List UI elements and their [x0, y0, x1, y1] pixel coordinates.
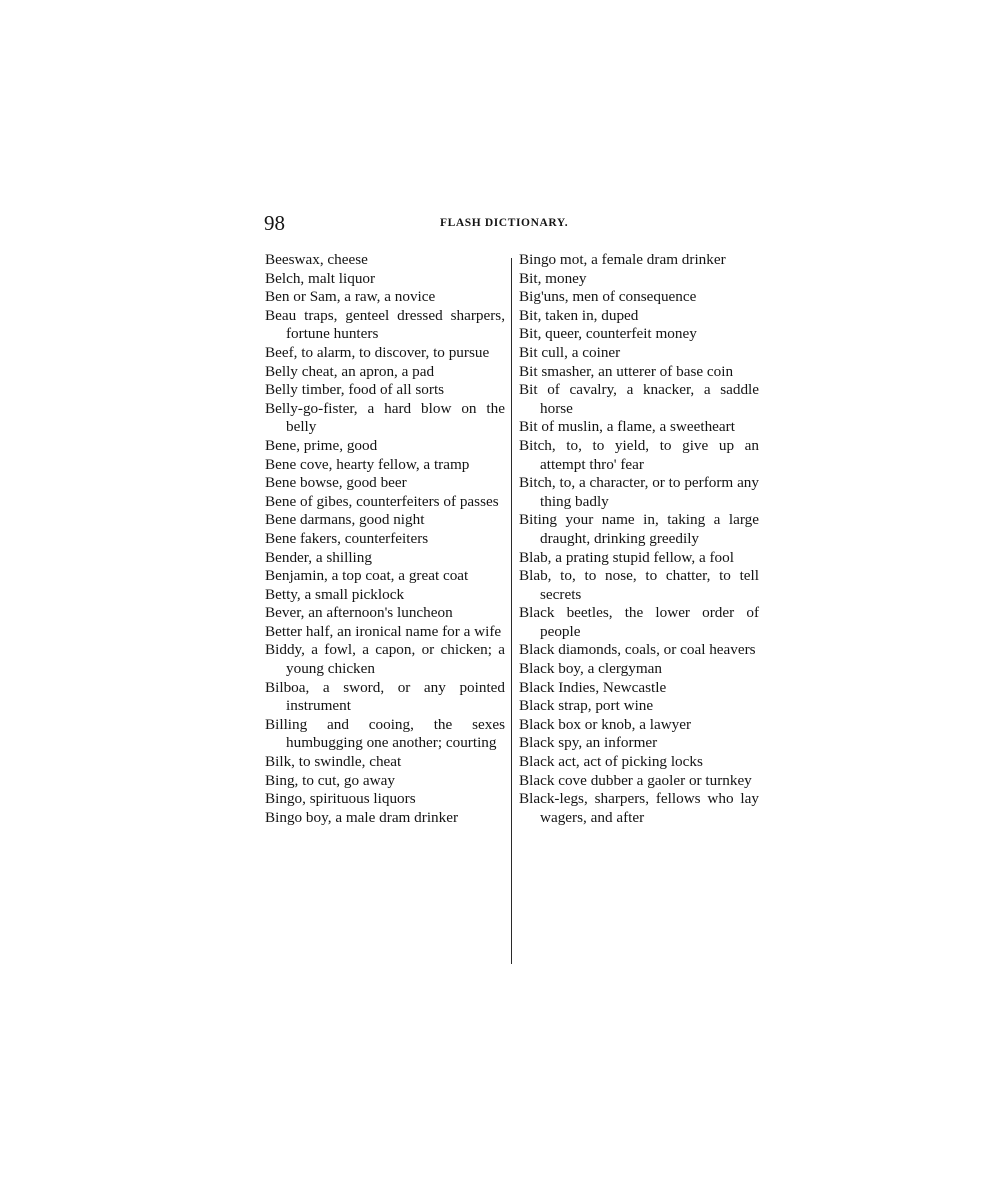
dictionary-entry: Big'uns, men of consequence [519, 288, 697, 306]
dictionary-entry: Bit smasher, an utterer of base coin [519, 362, 734, 380]
left-column [265, 251, 505, 827]
dictionary-entry: Biting your name in, taking a large draught, drinking greedily [519, 511, 759, 547]
dictionary-entry: Billing and cooing, the sexes humbugging one another; courting [265, 715, 505, 752]
dictionary-entry: Betty, a small picklock [265, 585, 405, 603]
dictionary-entry: Better half, an ironical name for a wife [265, 622, 502, 640]
dictionary-entry: Bene darmans, good night [265, 511, 425, 529]
dictionary-entry: Beeswax, cheese [265, 251, 368, 268]
dictionary-entry: Bingo, spirituous liquors [265, 790, 416, 808]
dictionary-entry: Bingo mot, a female dram drinker [519, 251, 726, 268]
dictionary-entry: Bilboa, a sword, or any pointed instrument [265, 678, 505, 715]
dictionary-entry: Black beetles, the lower order of people [519, 604, 759, 640]
page-number: 98 [264, 211, 285, 235]
dictionary-entry: Belly-go-fister, a hard blow on the belly [265, 399, 505, 436]
dictionary-entry: Belch, malt liquor [265, 269, 376, 287]
dictionary-entry: Beef, to alarm, to discover, to pursue [265, 343, 490, 361]
dictionary-entry: Biddy, a fowl, a capon, or chicken; a young chicken [265, 641, 505, 678]
dictionary-entry: Belly cheat, an apron, a pad [265, 362, 435, 380]
dictionary-entry: Bit, money [519, 269, 587, 287]
dictionary-entry: Bever, an afternoon's luncheon [265, 604, 453, 622]
dictionary-entry: Bene, prime, good [265, 436, 378, 454]
dictionary-entry: Bene of gibes, counterfeiters of passes [265, 492, 499, 510]
dictionary-entry: Black box or knob, a lawyer [519, 715, 692, 733]
running-head: FLASH DICTIONARY. [440, 217, 569, 229]
dictionary-entry: Bit cull, a coiner [519, 343, 621, 361]
dictionary-entry: Blab, to, to nose, to chatter, to tell secrets [519, 567, 759, 603]
dictionary-entry: Bingo boy, a male dram drinker [265, 808, 459, 826]
column-divider [511, 258, 512, 964]
dictionary-entry: Black boy, a clergyman [519, 660, 662, 678]
dictionary-entry: Black diamonds, coals, or coal heavers [519, 641, 756, 659]
dictionary-entry: Black act, act of picking locks [519, 753, 703, 771]
dictionary-entry: Bene fakers, counterfeiters [265, 529, 429, 547]
dictionary-entry: Bit, taken in, duped [519, 306, 639, 324]
dictionary-entry: Black cove dubber a gaoler or turnkey [519, 771, 752, 789]
dictionary-entry: Bit, queer, counterfeit money [519, 325, 697, 343]
dictionary-entry: Bene cove, hearty fellow, a tramp [265, 455, 470, 473]
dictionary-entry: Benjamin, a top coat, a great coat [265, 567, 469, 585]
dictionary-entry: Bitch, to, to yield, to give up an attempt thro' fear [519, 436, 759, 473]
dictionary-entry: Black-legs, sharpers, fellows who lay wagers, and after [519, 790, 759, 826]
dictionary-entry: Black spy, an informer [519, 734, 658, 752]
dictionary-entry: Bene bowse, good beer [265, 474, 407, 492]
dictionary-entry: Black Indies, Newcastle [519, 678, 667, 696]
right-column [519, 251, 759, 827]
dictionary-entry: Bit of cavalry, a knacker, a saddle horse [519, 381, 759, 417]
dictionary-entry: Bing, to cut, go away [265, 771, 395, 789]
dictionary-entry: Black strap, port wine [519, 697, 654, 715]
dictionary-entry: Blab, a prating stupid fellow, a fool [519, 548, 734, 566]
dictionary-entry: Bit of muslin, a flame, a sweetheart [519, 418, 735, 436]
dictionary-entry: Beau traps, genteel dressed sharpers, fortune hunters [265, 306, 505, 343]
dictionary-entry: Ben or Sam, a raw, a novice [265, 288, 436, 306]
dictionary-entry: Belly timber, food of all sorts [265, 381, 445, 399]
dictionary-entry: Bitch, to, a character, or to perform any thing badly [519, 474, 759, 510]
dictionary-entry: Bilk, to swindle, cheat [265, 753, 402, 771]
dictionary-entry: Bender, a shilling [265, 548, 372, 566]
